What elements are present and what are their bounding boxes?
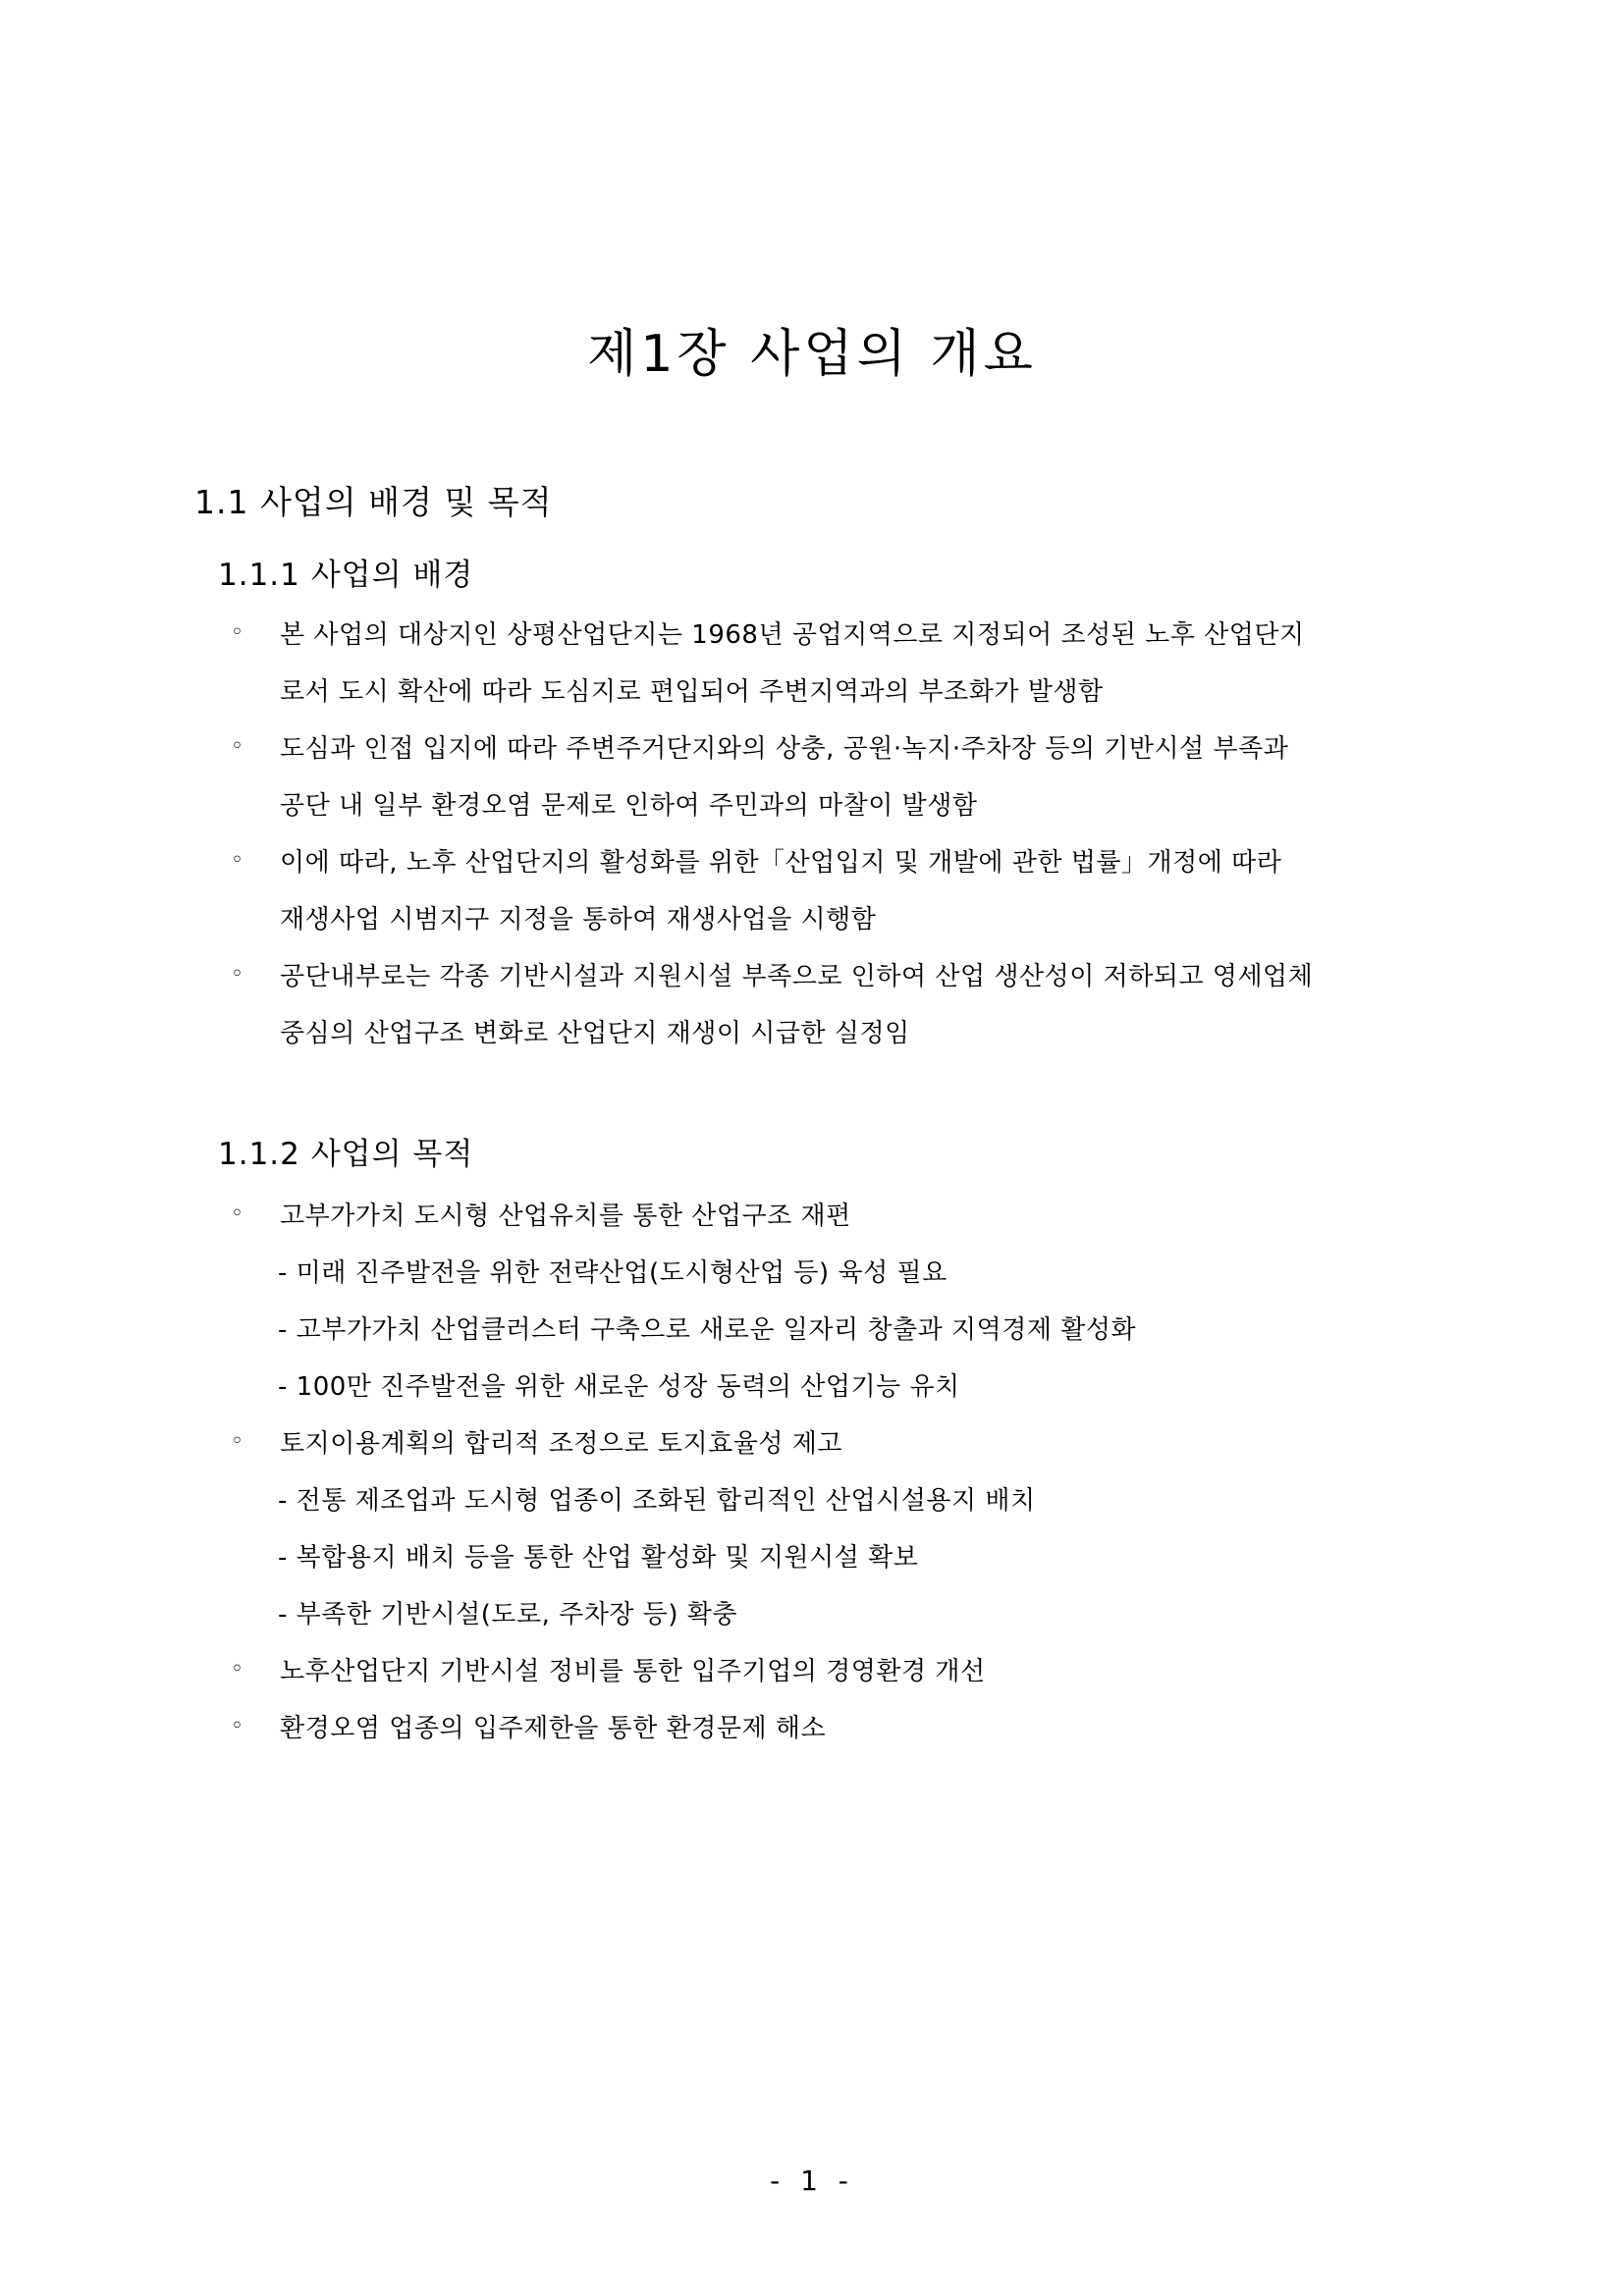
list-item <box>231 607 1448 721</box>
bullet-marker: ◦ <box>231 1657 244 1682</box>
list-item-text: 이에 따라, 노후 산업단지의 활성화를 위한「산업입지 및 개발에 관한 법률」개정에 따라 <box>280 848 1282 878</box>
list-item <box>231 1188 1448 1245</box>
list-item <box>231 834 1448 948</box>
sub-list-item: - 미래 진주발전을 위한 전략산업(도시형산업 등) 육성 필요 <box>278 1258 947 1288</box>
list-item-text: 토지이용계획의 합리적 조정으로 토지효율성 제고 <box>280 1429 842 1459</box>
section-heading-1-1-1: 1.1.1 사업의 배경 <box>218 558 474 593</box>
list-item <box>231 1643 1448 1700</box>
purpose-bullet-list <box>231 1188 1448 1757</box>
bullet-marker: ◦ <box>231 1714 244 1738</box>
list-item <box>231 1700 1448 1757</box>
section-heading-1-1: 1.1 사업의 배경 및 목적 <box>194 483 553 521</box>
bullet-marker: ◦ <box>231 962 244 987</box>
list-item-text: 재생사업 시범지구 지정을 통하여 재생사업을 시행함 <box>280 905 877 934</box>
list-item-text: 공단 내 일부 환경오염 문제로 인하여 주민과의 마찰이 발생함 <box>280 791 978 821</box>
background-bullet-list <box>231 607 1448 1062</box>
chapter-title: 제1장 사업의 개요 <box>587 325 1037 384</box>
list-item-text: 공단내부로는 각종 기반시설과 지원시설 부족으로 인하여 산업 생산성이 저하되고 영세업체 <box>280 962 1314 991</box>
sub-list-item: - 고부가가치 산업클러스터 구축으로 새로운 일자리 창출과 지역경제 활성화 <box>278 1315 1137 1345</box>
list-item-text: 환경오염 업종의 입주제한을 통한 환경문제 해소 <box>280 1714 827 1743</box>
list-item-text: 본 사업의 대상지인 상평산업단지는 1968년 공업지역으로 지정되어 조성된 노후 산업단지 <box>280 620 1305 650</box>
section-heading-1-1-2: 1.1.2 사업의 목적 <box>218 1137 474 1172</box>
page-number: - 1 - <box>770 2164 854 2197</box>
list-item-text: 로서 도시 확산에 따라 도심지로 편입되어 주변지역과의 부조화가 발생함 <box>280 677 1104 707</box>
sub-list-item: - 복합용지 배치 등을 통한 산업 활성화 및 지원시설 확보 <box>278 1543 919 1573</box>
list-item <box>231 1415 1448 1472</box>
list-item <box>231 721 1448 834</box>
list-item <box>231 948 1448 1062</box>
sub-list-item: - 100만 진주발전을 위한 새로운 성장 동력의 산업기능 유치 <box>278 1372 960 1402</box>
bullet-marker: ◦ <box>231 734 244 759</box>
list-item-text: 중심의 산업구조 변화로 산업단지 재생이 시급한 실정임 <box>280 1019 910 1048</box>
sub-list-item: - 부족한 기반시설(도로, 주차장 등) 확충 <box>278 1600 737 1629</box>
sub-list-item: - 전통 제조업과 도시형 업종이 조화된 합리적인 산업시설용지 배치 <box>278 1486 1036 1516</box>
bullet-marker: ◦ <box>231 1429 244 1454</box>
list-item-text: 도심과 인접 입지에 따라 주변주거단지와의 상충, 공원·녹지·주차장 등의 기반시설 부족과 <box>280 734 1289 764</box>
list-item-text: 노후산업단지 기반시설 정비를 통한 입주기업의 경영환경 개선 <box>280 1657 986 1686</box>
bullet-marker: ◦ <box>231 848 244 873</box>
bullet-marker: ◦ <box>231 1201 244 1226</box>
bullet-marker: ◦ <box>231 620 244 645</box>
list-item-text: 고부가가치 도시형 산업유치를 통한 산업구조 재편 <box>280 1201 851 1231</box>
